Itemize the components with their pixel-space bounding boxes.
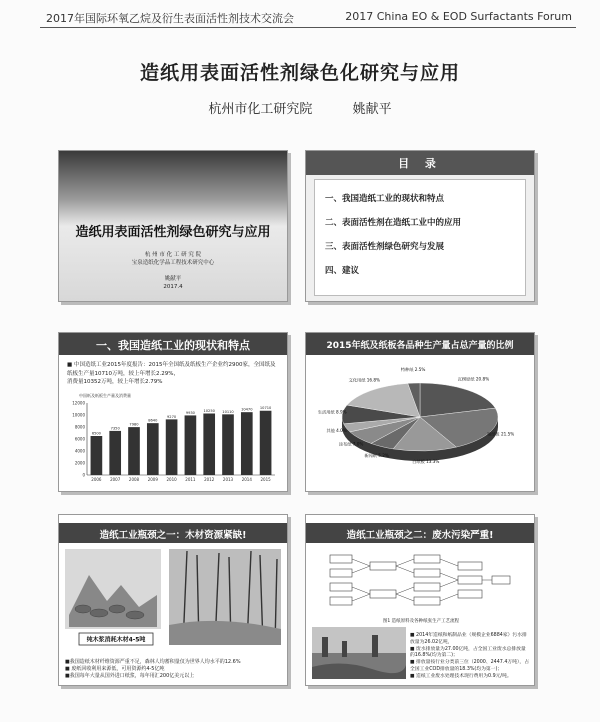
slide1-orgs	[59, 251, 287, 267]
pie-slice-label: 文化用纸 16.8%	[348, 377, 381, 383]
slide2-list	[314, 179, 526, 296]
slide3-text2: 消费量10352万吨，较上年增长2.79%	[67, 379, 163, 385]
slide1-author-block	[59, 275, 287, 291]
y-tick-label: 4000	[74, 448, 85, 454]
institute: 杭州市化工研究院	[208, 102, 313, 117]
slide1-date: 2017.4	[163, 284, 183, 290]
process-flow-diagram	[326, 549, 514, 617]
pulp-wood-sign: 纯木浆消耗木材4-5吨	[86, 636, 146, 644]
bar-value-label: 7350	[110, 426, 120, 431]
slide1-org1: 杭 州 市 化 工 研 究 院	[144, 252, 202, 258]
page-header	[0, 0, 600, 30]
bar-chart-title: 中国纸及纸板生产量及消费量	[79, 393, 131, 398]
x-tick-label: 2006	[91, 477, 102, 482]
paper-title: 造纸用表面活性剂绿色化研究与应用	[139, 62, 460, 84]
bar	[147, 423, 159, 475]
pie-slice-label: 箱纸板 21.5%	[487, 431, 515, 437]
slide3-heading-bar	[59, 333, 287, 355]
flow-caption: 图1 造纸原料及各种纸张生产工艺流程	[382, 619, 460, 624]
slide1-org2: 宝泉造纸化学品工程技术研究中心	[131, 260, 215, 266]
note: ■ 排放量按行业分类前三位（2000、2447.4万吨），占全国工业COD排放量的18.3%(均为第一)；	[410, 660, 529, 672]
slide4-heading: 2015年纸及纸板各品种生产量占总产量的比例	[326, 341, 514, 351]
slide-pie	[305, 332, 535, 492]
x-tick-label: 2012	[204, 477, 215, 482]
bar-value-label: 10710	[259, 406, 272, 411]
bar-value-label: 7980	[129, 422, 139, 427]
forestry-illustration	[59, 545, 287, 657]
contents-item: 一、我国造纸工业的现状和特点	[325, 194, 445, 204]
slide1-title: 造纸用表面活性剂绿色研究与应用	[75, 225, 271, 240]
y-tick-label: 0	[82, 472, 85, 478]
pie-slice-label: 生活用纸 8.9%	[317, 409, 347, 415]
x-tick-label: 2011	[185, 477, 196, 482]
x-tick-label: 2007	[110, 477, 121, 482]
pie-slice-label: 其他 4.0%	[326, 427, 347, 433]
y-tick-label: 8000	[74, 424, 85, 430]
slide-water	[305, 514, 535, 686]
slide2-heading: 目 录	[398, 157, 442, 170]
slide-title	[58, 150, 288, 302]
paper-authors	[0, 98, 600, 117]
slide6-notes	[410, 633, 530, 681]
header-rule	[40, 27, 576, 28]
contents-item: 四、建议	[325, 266, 360, 276]
y-tick-label: 12000	[72, 400, 85, 406]
bar	[260, 411, 272, 475]
bar-value-label: 9930	[185, 410, 195, 415]
factory-photo	[312, 627, 406, 679]
note: ■ 废纸回收利用来源低，可用资源约4-5亿吨	[65, 666, 165, 672]
bar-value-label: 8640	[148, 418, 158, 423]
bar	[109, 431, 121, 475]
y-tick-label: 10000	[72, 412, 85, 418]
bar	[185, 415, 197, 475]
slide5-heading-bar	[59, 523, 287, 543]
header-right: 2017 China EO & EOD Surfactants Forum	[345, 10, 572, 23]
pie-slice-label: 涂布纸 7.0%	[338, 441, 364, 447]
author: 姚献平	[352, 102, 392, 117]
slide1-author: 姚献平	[164, 276, 182, 282]
x-tick-label: 2015	[260, 477, 271, 482]
bar-value-label: 9270	[167, 414, 177, 419]
note: ■我国造纸木材纤维资源严重不足，森林人均蓄积量仅为世界人均水平的12.6%	[65, 659, 241, 665]
bar-value-label: 10470	[241, 407, 253, 412]
bar-value-label: 10250	[203, 409, 215, 413]
bar-value-label: 10110	[222, 409, 234, 414]
slide3-text1: ■ 中国造纸工业2015年度报告：2015年全国纸及纸板生产企业约2900家，全国纸及纸板生产量10710万吨，较上年增长2.29%，	[67, 362, 276, 377]
x-tick-label: 2014	[241, 477, 252, 482]
slide-wood	[58, 514, 288, 686]
note: ■ 2014年造纸和纸制品业（规模企业6884家）污水排放量为26.02亿吨，	[410, 633, 527, 645]
bar	[203, 414, 215, 476]
slide-status	[58, 332, 288, 492]
slide2-heading-bar	[306, 151, 534, 175]
slide5-heading: 造纸工业瓶颈之一：木材资源紧缺!	[99, 530, 247, 541]
production-bar-chart	[65, 391, 281, 485]
pie-slice-label: 白纸板 13.3%	[412, 458, 440, 464]
note: ■ 废水排放量为27.00亿吨，占全国工业废水总排放量的16.8%(均为第二)；	[410, 646, 526, 659]
pie-slice-label: 特种纸 2.5%	[400, 367, 426, 373]
note: ■ 造纸工业废水处理技术现行费用为0.9元/吨。	[410, 673, 512, 679]
slide6-heading-bar	[306, 523, 534, 543]
contents-item: 三、表面活性剂绿色研究与发展	[325, 242, 445, 252]
slide4-heading-bar	[306, 333, 534, 355]
bar	[91, 436, 103, 475]
bar	[166, 419, 178, 475]
pie-slice-label: 瓦楞原纸 20.8%	[457, 376, 490, 382]
slide3-heading: 一、我国造纸工业的现状和特点	[96, 339, 250, 352]
header-left: 2017年国际环氧乙烷及衍生表面活性剂技术交流会	[46, 12, 294, 25]
y-tick-label: 6000	[74, 436, 85, 442]
pie-slice-label: 新闻纸 5.2%	[364, 453, 389, 459]
slide5-notes	[65, 659, 281, 680]
bar	[222, 414, 234, 475]
slide3-text	[67, 361, 279, 387]
slide-contents	[305, 150, 535, 302]
note: ■我国每年大量从国外进口纸浆，每年用汇200亿美元以上	[65, 673, 195, 679]
x-tick-label: 2010	[166, 477, 177, 482]
bar-value-label: 6500	[91, 431, 101, 436]
bar	[241, 412, 253, 475]
x-tick-label: 2009	[147, 477, 158, 482]
bar	[128, 427, 140, 475]
contents-item: 二、表面活性剂在造纸工业中的应用	[325, 218, 462, 228]
slide6-heading: 造纸工业瓶颈之二：废水污染严重!	[346, 530, 494, 541]
x-tick-label: 2013	[222, 477, 234, 482]
product-share-pie-chart	[306, 355, 534, 491]
y-tick-label: 2000	[74, 460, 85, 466]
x-tick-label: 2008	[128, 477, 140, 482]
